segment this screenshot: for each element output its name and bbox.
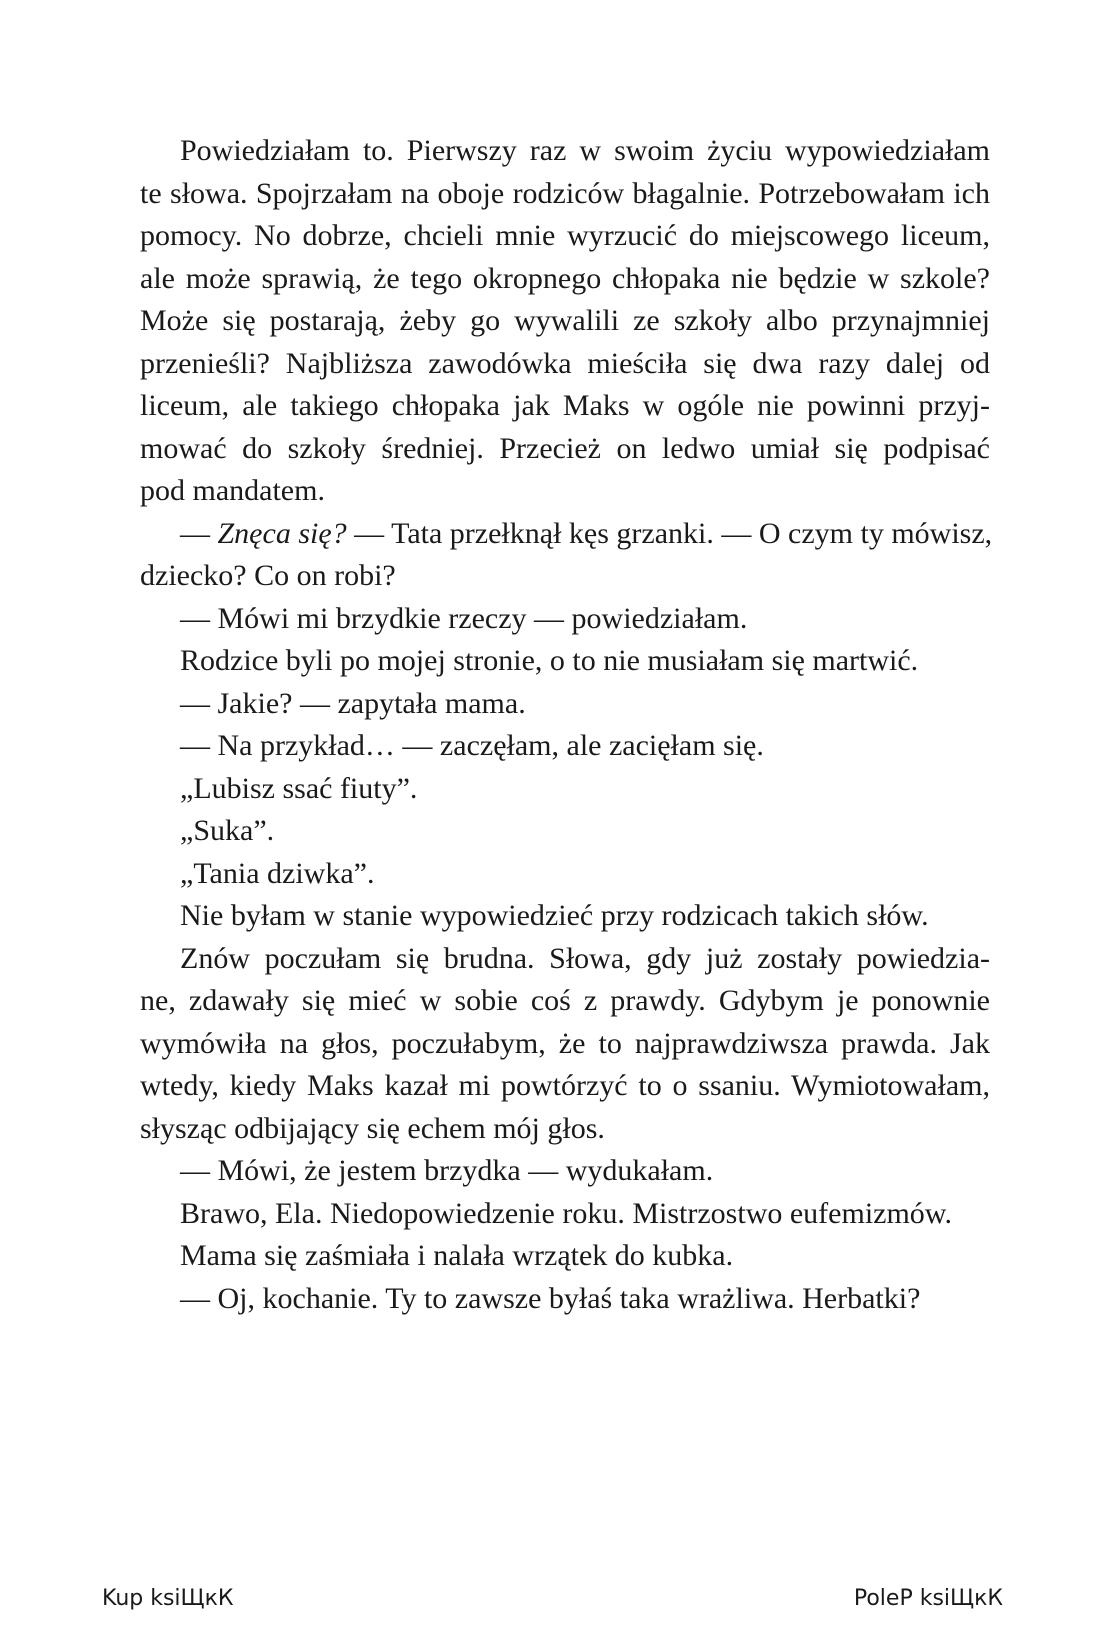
text-line: pod mandatem. xyxy=(140,474,325,507)
buy-book-link[interactable]: Kup ksiЩкК xyxy=(102,1586,234,1611)
text-line: — Oj, kochanie. Ty to zawsze byłaś taka wrażliwa. Herbatki? xyxy=(180,1281,921,1315)
text-line: mować do szkoły średniej. Przecież on ledwo umiał się podpisać xyxy=(140,431,990,465)
text-line: Rodzice byli po mojej stronie, o to nie musiałam się martwić. xyxy=(180,644,919,677)
text-line: ne, zdawały się mieć w sobie coś z prawdy. Gdybym je ponownie xyxy=(140,984,990,1017)
line-text: — Tata przełknął kęs grzanki. — O czym ty mówisz, xyxy=(346,516,993,550)
text-line: Może się postarają, żeby go wywalili ze szkoły albo przynajmniej xyxy=(140,304,990,337)
text-line: wtedy, kiedy Maks kazał mi powtórzyć to o ssaniu. Wymiotowałam, xyxy=(140,1069,990,1102)
recommend-book-link[interactable]: PoleР ksiЩкК xyxy=(853,1586,1003,1611)
text-line: te słowa. Spojrzałam na oboje rodziców błagalnie. Potrzebowałam ich xyxy=(140,176,990,210)
text-line: dziecko? Co on robi? xyxy=(140,559,396,592)
text-line: „Tania dziwka”. xyxy=(180,856,375,890)
text-line: przenieśli? Najbliższa zawodówka mieściła się dwa razy dalej od xyxy=(140,346,990,380)
text-line: „Lubisz ssać fiuty”. xyxy=(180,771,418,805)
text-line: słysząc odbijający się echem mój głos. xyxy=(140,1111,605,1145)
text-line: Powiedziałam to. Pierwszy raz w swoim życiu wypowiedziałam xyxy=(180,134,990,167)
text-line: pomocy. No dobrze, chcieli mnie wyrzucić do miejscowego liceum, xyxy=(140,219,990,252)
text-line: Mama się zaśmiała i nalała wrzątek do kubka. xyxy=(180,1239,734,1272)
text-line: „Suka”. xyxy=(180,814,275,847)
italic-phrase: Znęca się? xyxy=(217,516,347,550)
text-line: — Jakie? — zapytała mama. xyxy=(180,686,526,720)
text-line: Brawo, Ela. Niedopowiedzenie roku. Mistrzostwo eufemizmów. xyxy=(180,1196,953,1230)
text-line: Znów poczułam się brudna. Słowa, gdy już zostały powiedzia- xyxy=(180,941,990,975)
text-line: liceum, ale takiego chłopaka jak Maks w ogóle nie powinni przyj- xyxy=(140,389,990,422)
text-line: — Na przykład… — zaczęłam, ale zacięłam się. xyxy=(180,729,764,762)
line-prefix: — xyxy=(180,516,218,550)
text-line: wymówiła na głos, poczułabym, że to najprawdziwsza prawda. Jak xyxy=(140,1026,990,1060)
text-line: — Mówi mi brzydkie rzeczy — powiedziałam. xyxy=(180,601,748,635)
text-line: Nie byłam w stanie wypowiedzieć przy rodzicach takich słów. xyxy=(180,899,929,932)
text-line: ale może sprawią, że tego okropnego chłopaka nie będzie w szkole? xyxy=(140,261,990,295)
text-line: — Mówi, że jestem brzydka — wydukałam. xyxy=(180,1154,714,1187)
text-line xyxy=(140,513,993,556)
body-text xyxy=(140,130,993,1320)
